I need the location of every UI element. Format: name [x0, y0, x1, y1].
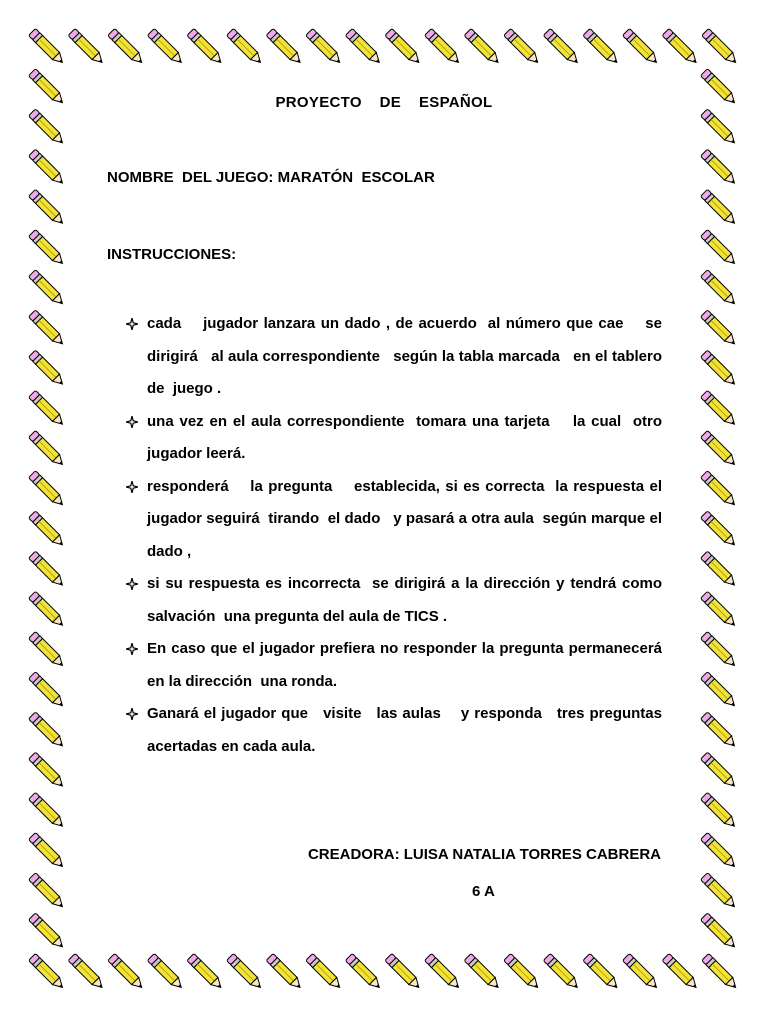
diamond-bullet-icon: [126, 416, 138, 428]
pencil-icon: [68, 28, 105, 65]
instruction-item: [126, 698, 667, 763]
instruction-text: una vez en el aula correspondiente tomara una tarjeta la cual otro jugador leerá.: [147, 412, 667, 462]
instructions-heading: INSTRUCCIONES:: [107, 246, 237, 263]
instruction-item: [126, 406, 667, 471]
pencil-icon: [28, 953, 65, 990]
pencil-icon: [28, 712, 65, 749]
pencil-icon: [504, 953, 541, 990]
pencil-icon: [700, 270, 737, 307]
pencil-icon: [266, 953, 303, 990]
diamond-bullet-icon: [126, 481, 138, 493]
page-title: PROYECTO DE ESPAÑOL: [275, 94, 493, 111]
pencil-icon: [464, 953, 501, 990]
pencil-icon: [702, 953, 739, 990]
pencil-icon: [28, 752, 65, 789]
diamond-bullet-icon: [126, 643, 138, 655]
pencil-icon: [28, 511, 65, 548]
pencil-icon: [583, 953, 620, 990]
pencil-icon: [700, 913, 737, 950]
pencil-icon: [700, 109, 737, 146]
pencil-icon: [543, 28, 580, 65]
pencil-icon: [700, 310, 737, 347]
instruction-item: [126, 568, 667, 633]
pencil-icon: [28, 149, 65, 186]
pencil-icon: [345, 953, 382, 990]
pencil-icon: [147, 28, 184, 65]
game-name-line: NOMBRE DEL JUEGO: MARATÓN ESCOLAR: [107, 169, 435, 186]
pencil-icon: [28, 270, 65, 307]
pencil-icon: [385, 953, 422, 990]
grade-label: 6 A: [472, 883, 495, 900]
pencil-icon: [28, 189, 65, 226]
pencil-icon: [622, 28, 659, 65]
pencil-icon: [28, 430, 65, 467]
pencil-icon: [345, 28, 382, 65]
pencil-icon: [28, 551, 65, 588]
pencil-icon: [226, 953, 263, 990]
pencil-icon: [28, 109, 65, 146]
pencil-icon: [464, 28, 501, 65]
pencil-icon: [68, 953, 105, 990]
pencil-icon: [424, 28, 461, 65]
pencil-icon: [306, 953, 343, 990]
pencil-icon: [700, 189, 737, 226]
pencil-icon: [28, 28, 65, 65]
pencil-icon: [700, 672, 737, 709]
pencil-icon: [28, 631, 65, 668]
pencil-icon: [28, 310, 65, 347]
pencil-icon: [662, 953, 699, 990]
instruction-text: cada jugador lanzara un dado , de acuerdo al número que cae se dirigirá al aula correspondiente según la tabla marcada en el tablero de juego .: [147, 315, 675, 397]
pencil-icon: [700, 430, 737, 467]
pencil-icon: [700, 792, 737, 829]
pencil-icon: [700, 511, 737, 548]
instruction-text: si su respuesta es incorrecta se dirigirá a la dirección y tendrá como salvación una pregunta del aula de TICS .: [147, 575, 667, 625]
pencil-icon: [28, 471, 65, 508]
instructions-list: [126, 308, 675, 763]
instruction-text: responderá la pregunta establecida, si es correcta la respuesta el jugador seguirá tirando el dado y pasará a otra aula según marque el dado ,: [147, 477, 667, 560]
pencil-icon: [28, 792, 65, 829]
instruction-text: Ganará el jugador que visite las aulas y responda tres preguntas acertadas en cada aula.: [147, 705, 667, 755]
pencil-icon: [622, 953, 659, 990]
pencil-icon: [28, 672, 65, 709]
pencil-icon: [583, 28, 620, 65]
pencil-icon: [543, 953, 580, 990]
diamond-bullet-icon: [126, 578, 138, 590]
pencil-icon: [700, 471, 737, 508]
pencil-icon: [28, 913, 65, 950]
pencil-icon: [108, 28, 145, 65]
pencil-icon: [306, 28, 343, 65]
instruction-item: [126, 308, 675, 406]
pencil-icon: [700, 712, 737, 749]
creator-line: CREADORA: LUISA NATALIA TORRES CABRERA: [307, 846, 661, 863]
pencil-icon: [700, 390, 737, 427]
pencil-icon: [702, 28, 739, 65]
diamond-bullet-icon: [126, 708, 138, 720]
pencil-icon: [147, 953, 184, 990]
pencil-icon: [28, 832, 65, 869]
pencil-icon: [700, 631, 737, 668]
instruction-text: En caso que el jugador prefiera no responder la pregunta permanecerá en la dirección una ronda.: [147, 640, 667, 690]
instruction-item: [126, 633, 667, 698]
pencil-icon: [700, 350, 737, 387]
pencil-icon: [28, 591, 65, 628]
instruction-item: [126, 471, 667, 569]
pencil-icon: [28, 229, 65, 266]
pencil-icon: [700, 551, 737, 588]
pencil-icon: [700, 832, 737, 869]
pencil-icon: [504, 28, 541, 65]
pencil-icon: [187, 953, 224, 990]
pencil-icon: [187, 28, 224, 65]
pencil-icon: [662, 28, 699, 65]
diamond-bullet-icon: [126, 318, 138, 330]
pencil-icon: [266, 28, 303, 65]
pencil-icon: [108, 953, 145, 990]
pencil-icon: [28, 390, 65, 427]
pencil-icon: [700, 752, 737, 789]
pencil-icon: [28, 873, 65, 910]
pencil-icon: [700, 229, 737, 266]
pencil-icon: [424, 953, 461, 990]
pencil-icon: [226, 28, 263, 65]
pencil-icon: [700, 149, 737, 186]
pencil-icon: [28, 350, 65, 387]
pencil-icon: [700, 873, 737, 910]
pencil-icon: [385, 28, 422, 65]
pencil-icon: [700, 591, 737, 628]
